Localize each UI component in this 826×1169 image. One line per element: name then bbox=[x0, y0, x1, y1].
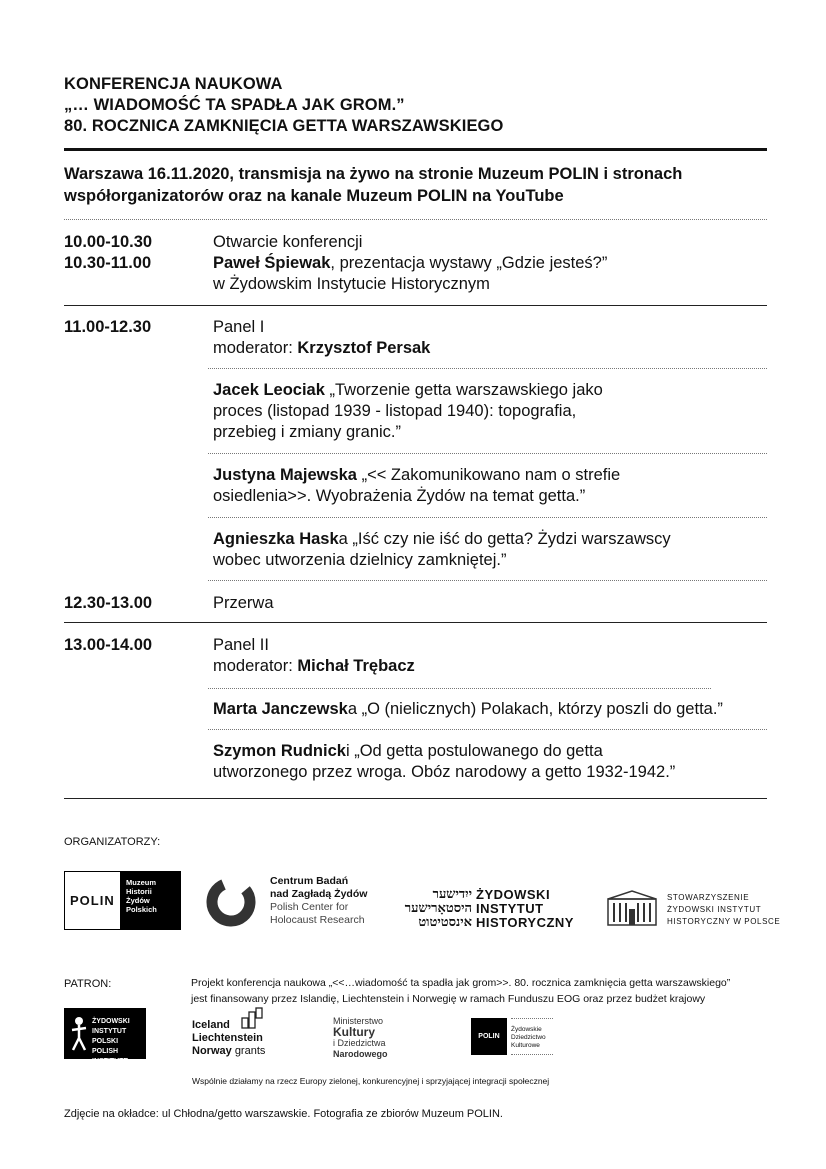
title-divider bbox=[64, 148, 767, 151]
logo-text: INSTYTUT bbox=[476, 901, 544, 916]
logo-text: i Dziedzictwa bbox=[333, 1038, 386, 1048]
event-subtitle bbox=[64, 163, 774, 207]
talk-leociak bbox=[213, 380, 773, 443]
talk-title: , prezentacja wystawy „Gdzie jesteś?” bbox=[330, 254, 608, 272]
talk-line bbox=[213, 465, 773, 486]
logo-text: אינסטיטוט bbox=[418, 915, 472, 930]
funding-line: Projekt konferencja naukowa „<<…wiadomość ta spadła jak grom>>. 80. rocznica zamknięcia getta warszawskiego” bbox=[191, 977, 731, 989]
talk-line: proces (listopad 1939 - listopad 1940): topografia, bbox=[213, 402, 577, 420]
talk-haska bbox=[213, 529, 773, 571]
talk-line bbox=[213, 699, 773, 720]
moderator-name: Michał Trębacz bbox=[297, 657, 415, 675]
talk-line bbox=[213, 529, 773, 550]
logo-text: ŻYDOWSKI bbox=[476, 887, 551, 902]
polin-small-logo bbox=[471, 1018, 507, 1055]
logo-text: Żydów bbox=[126, 896, 150, 905]
talk-title: „Od getta postulowanego do getta bbox=[349, 742, 603, 760]
conference-title bbox=[64, 74, 503, 137]
panel-2-label: Panel II bbox=[213, 636, 269, 654]
logo-text: ŻYDOWSKI bbox=[92, 1018, 130, 1025]
logo-text: grants bbox=[234, 1045, 266, 1057]
talk-line: utworzonego przez wroga. Obóz narodowy a getto 1932-1942.” bbox=[213, 763, 676, 781]
time-13-00: 13.00-14.00 bbox=[64, 636, 153, 654]
dotted-divider bbox=[64, 219, 767, 220]
jewish-institute-logo bbox=[64, 1008, 146, 1065]
dotted-divider bbox=[208, 729, 767, 730]
centrum-badan-logo-icon bbox=[205, 876, 257, 928]
ministry-culture-logo bbox=[333, 1016, 388, 1060]
logo-text: POLIN bbox=[478, 1033, 500, 1040]
polin-wordmark: POLIN bbox=[70, 893, 115, 908]
panel-2-header bbox=[213, 635, 773, 677]
section-divider bbox=[64, 622, 767, 623]
photo-credit: Zdjęcie na okładce: ul Chłodna/getto warszawskie. Fotografia ze zbiorów Muzeum POLIN. bbox=[64, 1108, 503, 1120]
logo-text: היסטאָרישער bbox=[404, 901, 472, 916]
logo-text: Narodowego bbox=[333, 1049, 388, 1059]
subtitle-line-2: współorganizatorów oraz na kanale Muzeum POLIN na YouTube bbox=[64, 187, 564, 205]
patron-label: PATRON: bbox=[64, 978, 112, 990]
opening-block bbox=[213, 232, 773, 295]
logo-text: Polskich bbox=[126, 905, 157, 914]
logo-text: HISTORYCZNY bbox=[476, 915, 574, 930]
talk-title: „O (nielicznych) Polakach, którzy poszli do getta.” bbox=[357, 700, 723, 718]
talk-line bbox=[213, 741, 773, 762]
talk-majewska bbox=[213, 465, 773, 507]
name-suffix: i bbox=[345, 742, 350, 760]
dotted-divider bbox=[511, 1018, 553, 1019]
subtitle-line-1: Warszawa 16.11.2020, transmisja na żywo na stronie Muzeum POLIN i stronach bbox=[64, 165, 683, 183]
title-line-2: „… WIADOMOŚĆ TA SPADŁA JAK GROM.” bbox=[64, 96, 405, 114]
logo-text: Ministerstwo bbox=[333, 1016, 384, 1026]
moderator-line bbox=[213, 338, 773, 359]
time-11-00: 11.00-12.30 bbox=[64, 318, 152, 336]
logo-text: ייִדישער bbox=[432, 887, 472, 902]
time-12-30: 12.30-13.00 bbox=[64, 594, 153, 612]
time-slot bbox=[64, 232, 152, 274]
logo-text: Liechtenstein bbox=[192, 1032, 263, 1044]
figure-icon bbox=[70, 1016, 88, 1052]
logo-text: nad Zagładą Żydów bbox=[270, 888, 368, 900]
funding-note bbox=[191, 975, 791, 1007]
panel-1-header bbox=[213, 317, 773, 359]
talk-line bbox=[213, 380, 773, 401]
opening-label: Otwarcie konferencji bbox=[213, 233, 363, 251]
logo-text: Holocaust Research bbox=[270, 914, 365, 926]
talk-rudnicki bbox=[213, 741, 773, 783]
logo-text: STOWARZYSZENIE bbox=[667, 893, 750, 902]
break-label: Przerwa bbox=[213, 594, 274, 612]
talk-line: osiedlenia>>. Wyobrażenia Żydów na temat getta.” bbox=[213, 487, 586, 505]
name-suffix: a bbox=[347, 700, 358, 718]
eea-grants-icon bbox=[240, 1006, 268, 1030]
logo-text: Centrum Badań bbox=[270, 875, 349, 887]
building-icon bbox=[606, 889, 658, 929]
logo-text: ŻYDOWSKI INSTYTUT bbox=[667, 905, 762, 914]
talk-title: „Tworzenie getta warszawskiego jako bbox=[324, 381, 603, 399]
speaker-name: Justyna Majewska bbox=[213, 466, 357, 484]
polin-museum-logo bbox=[64, 871, 181, 930]
zih-logo-text bbox=[476, 888, 574, 930]
spiewak-line-2: w Żydowskim Instytucie Historycznym bbox=[213, 275, 490, 293]
funding-line: jest finansowany przez Islandię, Liechtenstein i Norwegię w ramach Funduszu EOG oraz przez budżet krajowy bbox=[191, 993, 706, 1005]
title-line-3: 80. ROCZNICA ZAMKNIĘCIA GETTA WARSZAWSKIEGO bbox=[64, 117, 504, 135]
speaker-name: Paweł Śpiewak bbox=[213, 254, 331, 272]
speaker-name: Szymon Rudnick bbox=[213, 742, 346, 760]
talk-title: „<< Zakomunikowano nam o strefie bbox=[357, 466, 621, 484]
logo-text: Dziedzictwo bbox=[511, 1034, 546, 1041]
logo-text: Norway bbox=[192, 1045, 232, 1057]
moderator-line bbox=[213, 656, 773, 677]
centrum-badan-logo-text bbox=[270, 875, 367, 927]
section-divider bbox=[64, 798, 767, 799]
logo-text: Iceland bbox=[192, 1019, 230, 1031]
dotted-divider bbox=[208, 368, 767, 369]
logo-text: HISTORYCZNY W POLSCE bbox=[667, 917, 781, 926]
stowarzyszenie-logo-text bbox=[667, 892, 780, 928]
zdk-logo-text bbox=[511, 1026, 546, 1050]
zih-hebrew-logo bbox=[392, 888, 472, 930]
moderator-label: moderator: bbox=[213, 339, 298, 357]
dotted-divider bbox=[511, 1054, 553, 1055]
moderator-label: moderator: bbox=[213, 657, 298, 675]
eea-motto: Wspólnie działamy na rzecz Europy zielonej, konkurencyjnej i sprzyjającej integracji społecznej bbox=[192, 1076, 550, 1086]
speaker-name: Agnieszka Hask bbox=[213, 530, 339, 548]
section-divider bbox=[64, 305, 767, 306]
name-suffix: a bbox=[338, 530, 348, 548]
dotted-divider bbox=[208, 688, 711, 689]
talk-line: wobec utworzenia dzielnicy zamkniętej.” bbox=[213, 551, 507, 569]
dotted-divider bbox=[208, 517, 767, 518]
talk-janczewska bbox=[213, 699, 773, 720]
time-10-30: 10.30-11.00 bbox=[64, 254, 152, 272]
logo-text: Historii bbox=[126, 887, 152, 896]
speaker-name: Marta Janczewsk bbox=[213, 700, 348, 718]
logo-text: INSTYTUT POLSKI bbox=[92, 1028, 127, 1045]
spiewak-line bbox=[213, 253, 773, 274]
time-10-00: 10.00-10.30 bbox=[64, 233, 153, 251]
polin-museum-name bbox=[120, 872, 180, 929]
logo-text: Muzeum bbox=[126, 878, 156, 887]
moderator-name: Krzysztof Persak bbox=[297, 339, 431, 357]
logo-text: Kulturowe bbox=[511, 1042, 540, 1049]
panel-1-label: Panel I bbox=[213, 318, 265, 336]
logo-text: Żydowskie bbox=[511, 1026, 542, 1033]
title-line-1: KONFERENCJA NAUKOWA bbox=[64, 75, 283, 93]
logo-text: Kultury bbox=[333, 1025, 375, 1039]
talk-line: przebieg i zmiany granic.” bbox=[213, 423, 401, 441]
talk-title: „Iść czy nie iść do getta? Żydzi warszawscy bbox=[347, 530, 671, 548]
logo-text: Polish Center for bbox=[270, 901, 349, 913]
dotted-divider bbox=[208, 580, 767, 581]
dotted-divider bbox=[208, 453, 767, 454]
logo-text: POLISH INSTITUTE bbox=[92, 1048, 129, 1065]
patron-logo-text bbox=[92, 1017, 146, 1067]
speaker-name: Jacek Leociak bbox=[213, 381, 325, 399]
organizers-label: ORGANIZATORZY: bbox=[64, 836, 161, 848]
